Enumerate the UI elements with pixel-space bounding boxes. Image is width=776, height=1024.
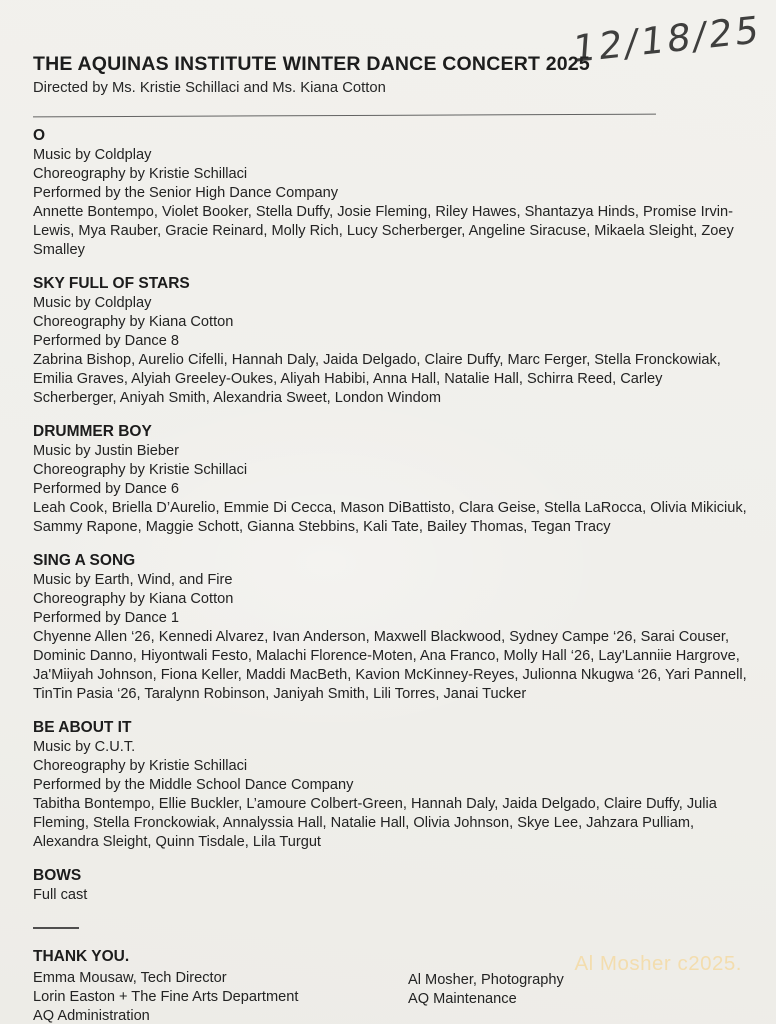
piece-title: SKY FULL OF STARS <box>33 275 190 292</box>
performers-list: Tabitha Bontempo, Ellie Buckler, L’amoure Colbert-Green, Hannah Daly, Jaida Delgado, Claire Duffy, Julia Fleming, Stella Fronckowiak, Annalyssia Hall, Natalie Hall, Olivia Johnson, Skye Lee, Jahzara Pulliam, Alexandra Sleight, Quinn Tisdale, Lila Turgut <box>33 796 717 850</box>
program-section-drummer-boy <box>33 421 748 537</box>
music-line: Music by C.U.T. <box>33 739 136 755</box>
piece-title: O <box>33 127 46 144</box>
performed-line: Performed by the Middle School Dance Company <box>33 777 354 793</box>
program-section-be-about-it <box>33 717 748 852</box>
program-section-sky-full-of-stars <box>33 273 748 408</box>
credit-line: Al Mosher, Photography <box>408 972 564 988</box>
performed-line: Performed by Dance 6 <box>33 481 180 497</box>
page-title: THE AQUINAS INSTITUTE WINTER DANCE CONCERT 2025 <box>33 53 590 75</box>
performed-line: Performed by Dance 8 <box>33 333 180 349</box>
piece-title: BOWS <box>33 867 82 884</box>
performed-line: Performed by Dance 1 <box>33 610 180 626</box>
thank-you-left-column <box>33 969 408 1024</box>
program-section-sing-a-song <box>33 550 748 704</box>
piece-title: DRUMMER BOY <box>33 423 152 440</box>
performers-list: Zabrina Bishop, Aurelio Cifelli, Hannah Daly, Jaida Delgado, Claire Duffy, Marc Ferger, Stella Fronckowiak, Emilia Graves, Alyiah Greeley-Oukes, Aliyah Habibi, Anna Hall, Natalie Hall, Schirra Reed, Carley Scherberger, Aniyah Smith, Alexandria Sweet, London Windom <box>33 352 721 406</box>
thank-you-columns <box>33 969 748 1024</box>
choreography-line: Choreography by Kiana Cotton <box>33 591 234 607</box>
choreography-line: Choreography by Kristie Schillaci <box>33 462 248 478</box>
performers-list: Leah Cook, Briella D’Aurelio, Emmie Di Cecca, Mason DiBattisto, Clara Geise, Stella LaRocca, Olivia Mikiciuk, Sammy Rapone, Maggie Schott, Gianna Stebbins, Kali Tate, Bailey Thomas, Tegan Tracy <box>33 500 747 535</box>
thank-you-right-column <box>408 969 748 1024</box>
piece-title: SING A SONG <box>33 552 136 569</box>
choreography-line: Choreography by Kristie Schillaci <box>33 166 248 182</box>
performers-list: Chyenne Allen ‘26, Kennedi Alvarez, Ivan Anderson, Maxwell Blackwood, Sydney Campe ‘26, Sarai Couser, Dominic Danno, Hiyontwali Festo, Malachi Florence-Moten, Ana Franco, Molly Hall ‘26, Lay'Lanniie Hargrove, Ja'Miiyah Johnson, Fiona Keller, Maddi MacBeth, Kavion McKinney-Reyes, Julionna Nkugwa ‘26, Yari Pannell, TinTin Pasia ‘26, Taralynn Robinson, Janiyah Smith, Lili Torres, Janai Tucker <box>33 629 747 702</box>
music-line: Music by Justin Bieber <box>33 443 179 459</box>
handwritten-date: 12/18/25 <box>570 7 764 72</box>
performed-line: Performed by the Senior High Dance Company <box>33 185 339 201</box>
music-line: Music by Coldplay <box>33 147 152 163</box>
credit-line: AQ Administration <box>33 1008 150 1024</box>
choreography-line: Choreography by Kristie Schillaci <box>33 758 248 774</box>
thank-you-title: THANK YOU. <box>33 948 130 965</box>
program-section-bows <box>33 865 748 905</box>
credit-line: AQ Maintenance <box>408 991 517 1007</box>
music-line: Music by Earth, Wind, and Fire <box>33 572 233 588</box>
header-divider <box>33 114 656 118</box>
choreography-line: Choreography by Kiana Cotton <box>33 314 234 330</box>
music-line: Music by Coldplay <box>33 295 152 311</box>
program-section-o <box>33 125 748 260</box>
bows-text: Full cast <box>33 887 88 903</box>
credit-line: Emma Mousaw, Tech Director <box>33 970 227 986</box>
photographer-watermark: Al Mosher c2025. <box>574 952 742 975</box>
page-subtitle: Directed by Ms. Kristie Schillaci and Ms. Kiana Cotton <box>33 80 386 96</box>
footer-divider <box>33 927 79 929</box>
piece-title: BE ABOUT IT <box>33 719 132 736</box>
credit-line: Lorin Easton + The Fine Arts Department <box>33 989 299 1005</box>
performers-list: Annette Bontempo, Violet Booker, Stella Duffy, Josie Fleming, Riley Hawes, Shantazya Hinds, Promise Irvin-Lewis, Mya Rauber, Gracie Reinard, Molly Rich, Lucy Scherberger, Angeline Siracuse, Mikaela Sleight, Zoey Smalley <box>33 204 734 258</box>
